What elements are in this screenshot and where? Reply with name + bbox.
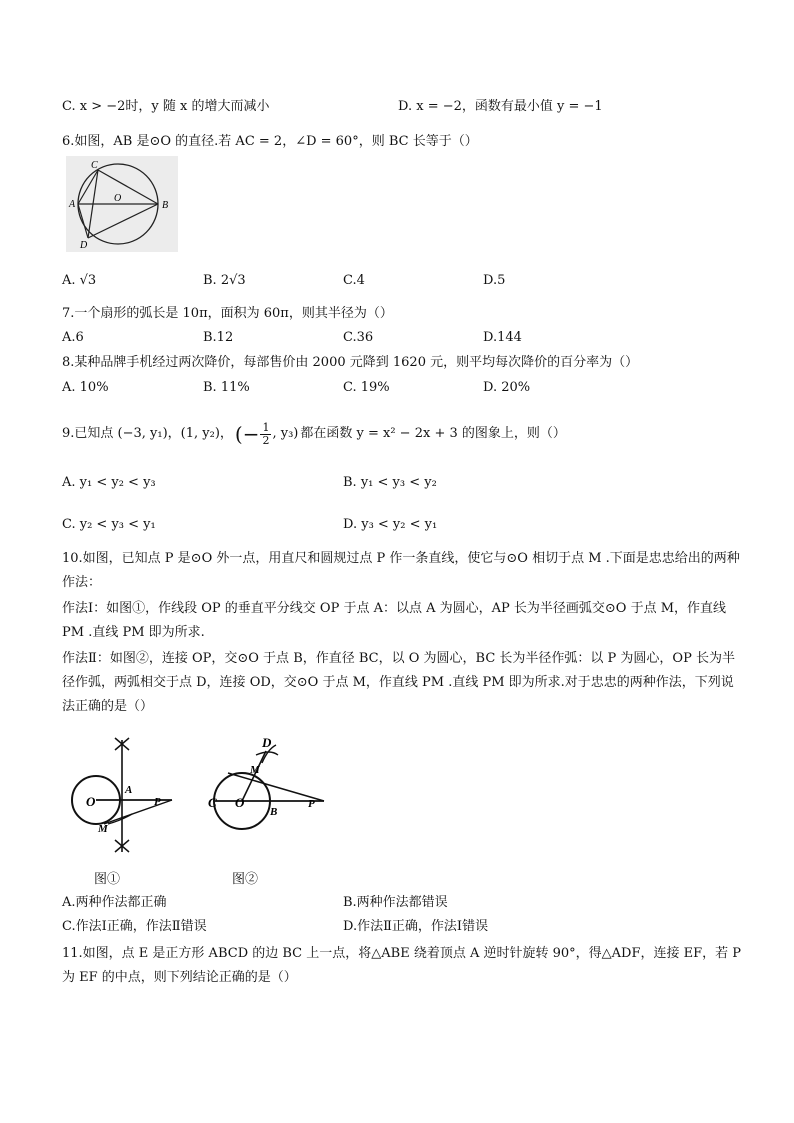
q9-option-a: A. y₁ < y₂ < y₃ xyxy=(62,475,156,490)
q6-option-a: A. √3 xyxy=(62,273,97,288)
q9-option-d: D. y₃ < y₂ < y₁ xyxy=(343,517,438,532)
q10-fig2-label-m: M xyxy=(250,764,260,776)
q6-option-b: B. 2√3 xyxy=(203,273,246,288)
q10-fig2-label-d: D xyxy=(262,735,272,750)
q6-label-b: B xyxy=(162,200,169,211)
q7-option-a: A.6 xyxy=(62,330,84,345)
q7-option-d: D.144 xyxy=(483,330,522,345)
circle-diagram xyxy=(66,156,178,252)
q9-option-c: C. y₂ < y₃ < y₁ xyxy=(62,517,156,532)
q10-figure-2-caption: 图② xyxy=(232,872,259,887)
q10-fig1-label-p: P xyxy=(154,796,161,808)
q6-label-o: O xyxy=(114,193,122,204)
q10-option-c: C.作法Ⅰ正确，作法Ⅱ错误 xyxy=(62,919,207,934)
q9-frac-num: 1 xyxy=(262,420,270,434)
q8-stem: 8.某种品牌手机经过两次降价，每部售价由 2000 元降到 1620 元，则平均每次降价的百分率为（） xyxy=(62,355,639,370)
q10-fig1-label-m: M xyxy=(98,823,108,835)
q10-stem: 10.如图，已知点 P 是⊙O 外一点，用直尺和圆规过点 P 作一条直线，使它与⊙O 相切于点 M .下面是忠忠给出的两种作法： xyxy=(62,551,740,590)
q8-option-b: B. 11% xyxy=(203,380,250,395)
q6-label-d: D xyxy=(80,240,88,251)
q8-option-c: C. 19% xyxy=(343,380,390,395)
q9-fraction xyxy=(260,422,271,447)
q10-fig1-label-a: A xyxy=(125,784,133,796)
q10-fig2-label-b: B xyxy=(270,806,278,818)
q6-label-a: A xyxy=(69,199,76,210)
q9-stem xyxy=(62,414,566,454)
construction-diagram-1 xyxy=(62,728,192,858)
q7-stem: 7.一个扇形的弧长是 10π，面积为 60π，则其半径为（） xyxy=(62,306,393,321)
q7-option-c: C.36 xyxy=(343,330,374,345)
q10-fig2-label-o: O xyxy=(235,795,245,810)
q8-option-a: A. 10% xyxy=(62,380,109,395)
q9-frac-post: , y₃) xyxy=(272,426,299,441)
construction-diagram-2 xyxy=(204,733,334,843)
q6-stem: 6.如图，AB 是⊙O 的直径.若 AC = 2，∠D = 60°，则 BC 长等于（） xyxy=(62,134,478,149)
q10-figure-1 xyxy=(62,728,192,858)
q10-method-1: 作法Ⅰ：如图①，作线段 OP 的垂直平分线交 OP 于点 A：以点 A 为圆心，AP 长为半径画弧交⊙O 于点 M，作直线 PM .直线 PM 即为所求. xyxy=(62,601,727,640)
q10-fig1-label-o: O xyxy=(86,794,96,809)
q6-label-c: C xyxy=(91,160,98,171)
q10-fig2-label-c: C xyxy=(208,795,217,810)
q6-option-c: C.4 xyxy=(343,273,365,288)
q10-fig2-label-p: P xyxy=(308,798,315,810)
q10-option-a: A.两种作法都正确 xyxy=(62,895,167,910)
q10-method-2: 作法Ⅱ：如图②，连接 OP，交⊙O 于点 B，作直径 BC，以 O 为圆心，BC 长为半径作弧：以 P 为圆心，OP 长为半径作弧，两弧相交于点 D，连接 OD，交⊙O 于点 M，作直线 PM .直线 PM 即为所求.对于忠忠的两种作法，下列说法正确的是（） xyxy=(62,651,735,714)
q10-option-d: D.作法Ⅱ正确，作法Ⅰ错误 xyxy=(343,919,489,934)
q8-option-d: D. 20% xyxy=(483,380,531,395)
q9-frac-den: 2 xyxy=(262,433,270,447)
q10-figure-1-caption: 图① xyxy=(94,872,121,887)
q5-option-c: C. x > −2时，y 随 x 的增大而减小 xyxy=(62,99,270,114)
q7-option-b: B.12 xyxy=(203,330,234,345)
q10-option-b: B.两种作法都错误 xyxy=(343,895,448,910)
q5-option-d: D. x = −2，函数有最小值 y = −1 xyxy=(398,99,603,114)
q11-stem: 11.如图，点 E 是正方形 ABCD 的边 BC 上一点，将△ABE 绕着顶点 A 逆时针旋转 90°，得△ADF，连接 EF，若 P 为 EF 的中点，则下列结论正确的是（） xyxy=(62,946,741,985)
q9-stem-part-a: 9.已知点 (−3, y₁)，(1, y₂)， xyxy=(62,426,233,441)
q10-figure-2 xyxy=(204,733,334,843)
q9-point-three xyxy=(235,422,298,447)
q6-figure xyxy=(66,156,178,252)
q9-frac-pre: (− xyxy=(234,422,260,446)
q9-stem-part-b: 都在函数 y = x² − 2x + 3 的图象上，则（） xyxy=(300,426,566,441)
q6-option-d: D.5 xyxy=(483,273,506,288)
q9-option-b: B. y₁ < y₃ < y₂ xyxy=(343,475,437,490)
